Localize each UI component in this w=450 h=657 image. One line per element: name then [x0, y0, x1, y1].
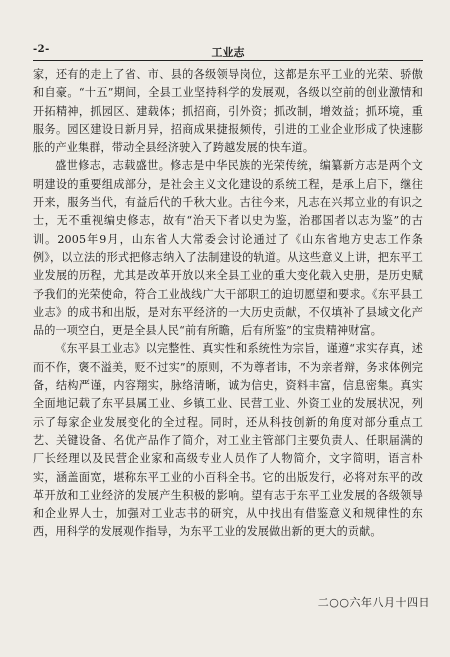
header-rule: [33, 60, 423, 61]
body-text: [33, 66, 423, 542]
paragraph: 《东平县工业志》以完整性、真实性和系统性为宗旨，谨遵“求实存真，述而不作，褒不溢美，贬不过实”的原则，不为尊者讳，不为亲者辩，务求体例完备，结构严谨，内容翔实，脉络清晰，诚为信史，资料丰富，信息密集。真实全面地记载了东平县属工业、乡镇工业、民营工业、外资工业的发展状况，列示了每家企业发展变化的全过程。同时，还从科技创新的角度对部分重点工艺、关键设备、名优产品作了简介，对工业主管部门主要负责人、任职届满的厂长经理以及民营企业家和高级专业人员作了人物简介，文字简明，语言朴实，涵盖面宽，堪称东平工业的小百科全书。它的出版发行，必将对东平的改革开放和工业经济的发展产生积极的影响。望有志于东平工业发展的各级领导和企业界人士，加强对工业志书的研究，从中找出有借鉴意义和规律性的东西，用科学的发展观作指导，为东平工业的发展做出新的更大的贡献。: [33, 342, 423, 539]
page-header: [33, 44, 423, 60]
signature-date: 二○○六年八月十四日: [317, 596, 430, 609]
paragraph-continued: 家，还有的走上了省、市、县的各级领导岗位，这都是东平工业的光荣、骄傲和自豪。“十五”期间，全县工业坚持科学的发展观，各级以空前的创业激情和开拓精神，抓园区、建载体；抓招商，引外资；抓改制，增效益；抓环境，重服务。园区建设日新月异，招商成果捷报频传，引进的工业企业形成了快速膨胀的产业集群，带动全县经济驶入了跨越发展的快车道。: [33, 68, 423, 155]
page-number: -2-: [33, 44, 50, 55]
running-title: 工业志: [211, 46, 245, 59]
paragraph: 盛世修志，志载盛世。修志是中华民族的光荣传统，编纂新方志是两个文明建设的重要组成部分，是社会主义文化建设的系统工程，是承上启下，继往开来，服务当代，有益后代的千秋大业。古往今来，凡志在兴邦立业的有识之士，无不重视编史修志，故有“治天下者以史为鉴，治郡国者以志为鉴”的古训。2005年9月，山东省人大常委会讨论通过了《山东省地方史志工作条例》，以立法的形式把修志纳入了法制建设的轨道。从这些意义上讲，把东平工业发展的历程，尤其是改革开放以来全县工业的重大变化载入史册，是历史赋予我们的光荣使命，符合工业战线广大干部职工的迫切愿望和要求。《东平县工业志》的成书和出版，是对东平经济的一大历史贡献，不仅填补了县域文化产品的一项空白，更是全县人民“前有所瞻，后有所鉴”的宝贵精神财富。: [33, 159, 423, 338]
